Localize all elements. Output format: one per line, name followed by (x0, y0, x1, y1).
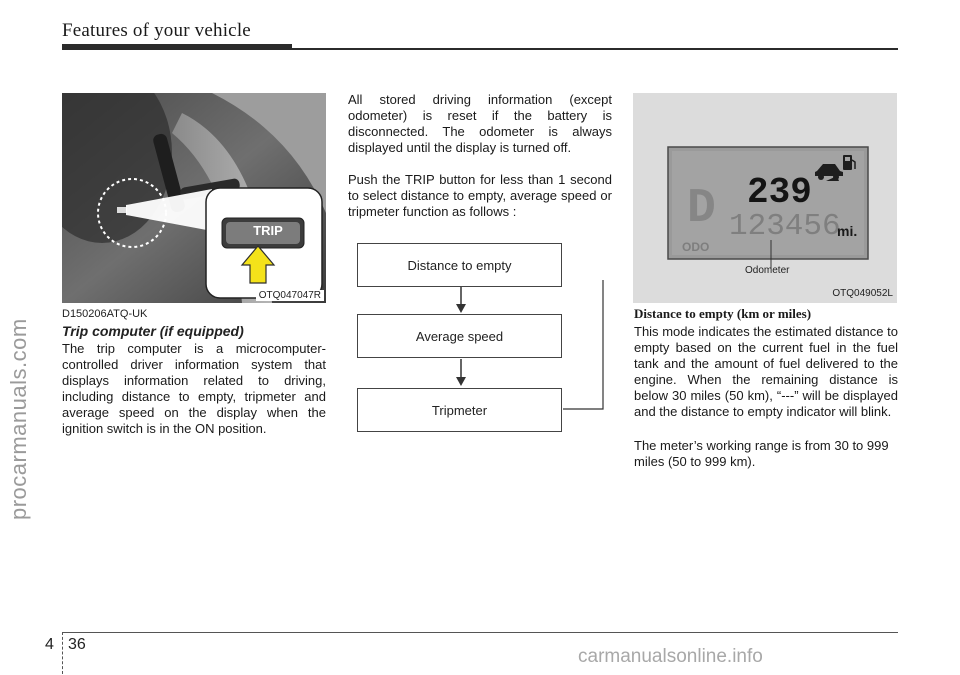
odometer-display-figure (633, 93, 897, 303)
flow-box-average-speed: Average speed (357, 314, 562, 358)
flow-arrows (440, 280, 620, 440)
header-title: Features of your vehicle (62, 20, 251, 41)
flow-box-tripmeter: Tripmeter (357, 388, 562, 432)
distance-to-empty-heading: Distance to empty (km or miles) (634, 306, 812, 321)
section-code: D150206ATQ-UK (62, 308, 148, 320)
distance-to-empty-paragraph: This mode indicates the estimated distance to empty based on the current fuel in the fuel tank and the amount of fuel delivered to the engine. When the remaining distance is below 30 miles (50 km), “---” will be displayed and the distance to empty indicator will blink. (634, 324, 898, 419)
photo-caption: OTQ047047R (256, 290, 324, 301)
gear-indicator: D (687, 182, 716, 236)
bottom-watermark: carmanualsonline.info (578, 646, 763, 667)
working-range-paragraph: The meter’s working range is from 30 to 999 miles (50 to 999 km). (634, 438, 889, 469)
trip-button-photo (62, 93, 326, 303)
trip-badge-label: TRIP (253, 223, 283, 238)
reset-paragraph: All stored driving information (except odometer) is reset if the battery is disconnected. The odometer is always displayed until the display is turned off. (348, 92, 612, 155)
section-subhead: Trip computer (if equipped) (62, 323, 244, 339)
side-watermark: procarmanuals.com (6, 318, 31, 520)
footer-rule (62, 632, 898, 633)
footer-divider (62, 632, 63, 674)
dashboard-photo-illustration (62, 93, 326, 303)
flow-box-distance-to-empty: Distance to empty (357, 243, 562, 287)
unit-label: mi. (837, 223, 858, 239)
header-accent-bar (62, 44, 292, 50)
intro-paragraph: The trip computer is a microcomputer-controlled driver information system that displays information related to driving, including distance to empty, tripmeter and average speed on the display when the ignition switch is in the ON position. (62, 341, 326, 436)
odometer-readout: 123456 (729, 209, 841, 244)
odometer-callout: Odometer (745, 265, 790, 276)
range-readout: 239 (747, 172, 812, 213)
display-caption: OTQ049052L (832, 288, 893, 299)
chapter-number: 4 (45, 636, 54, 653)
odo-label: ODO (682, 240, 710, 254)
trip-button-paragraph: Push the TRIP button for less than 1 second to select distance to empty, average speed or tripmeter function as follows : (348, 172, 612, 219)
page-number: 36 (68, 636, 86, 653)
